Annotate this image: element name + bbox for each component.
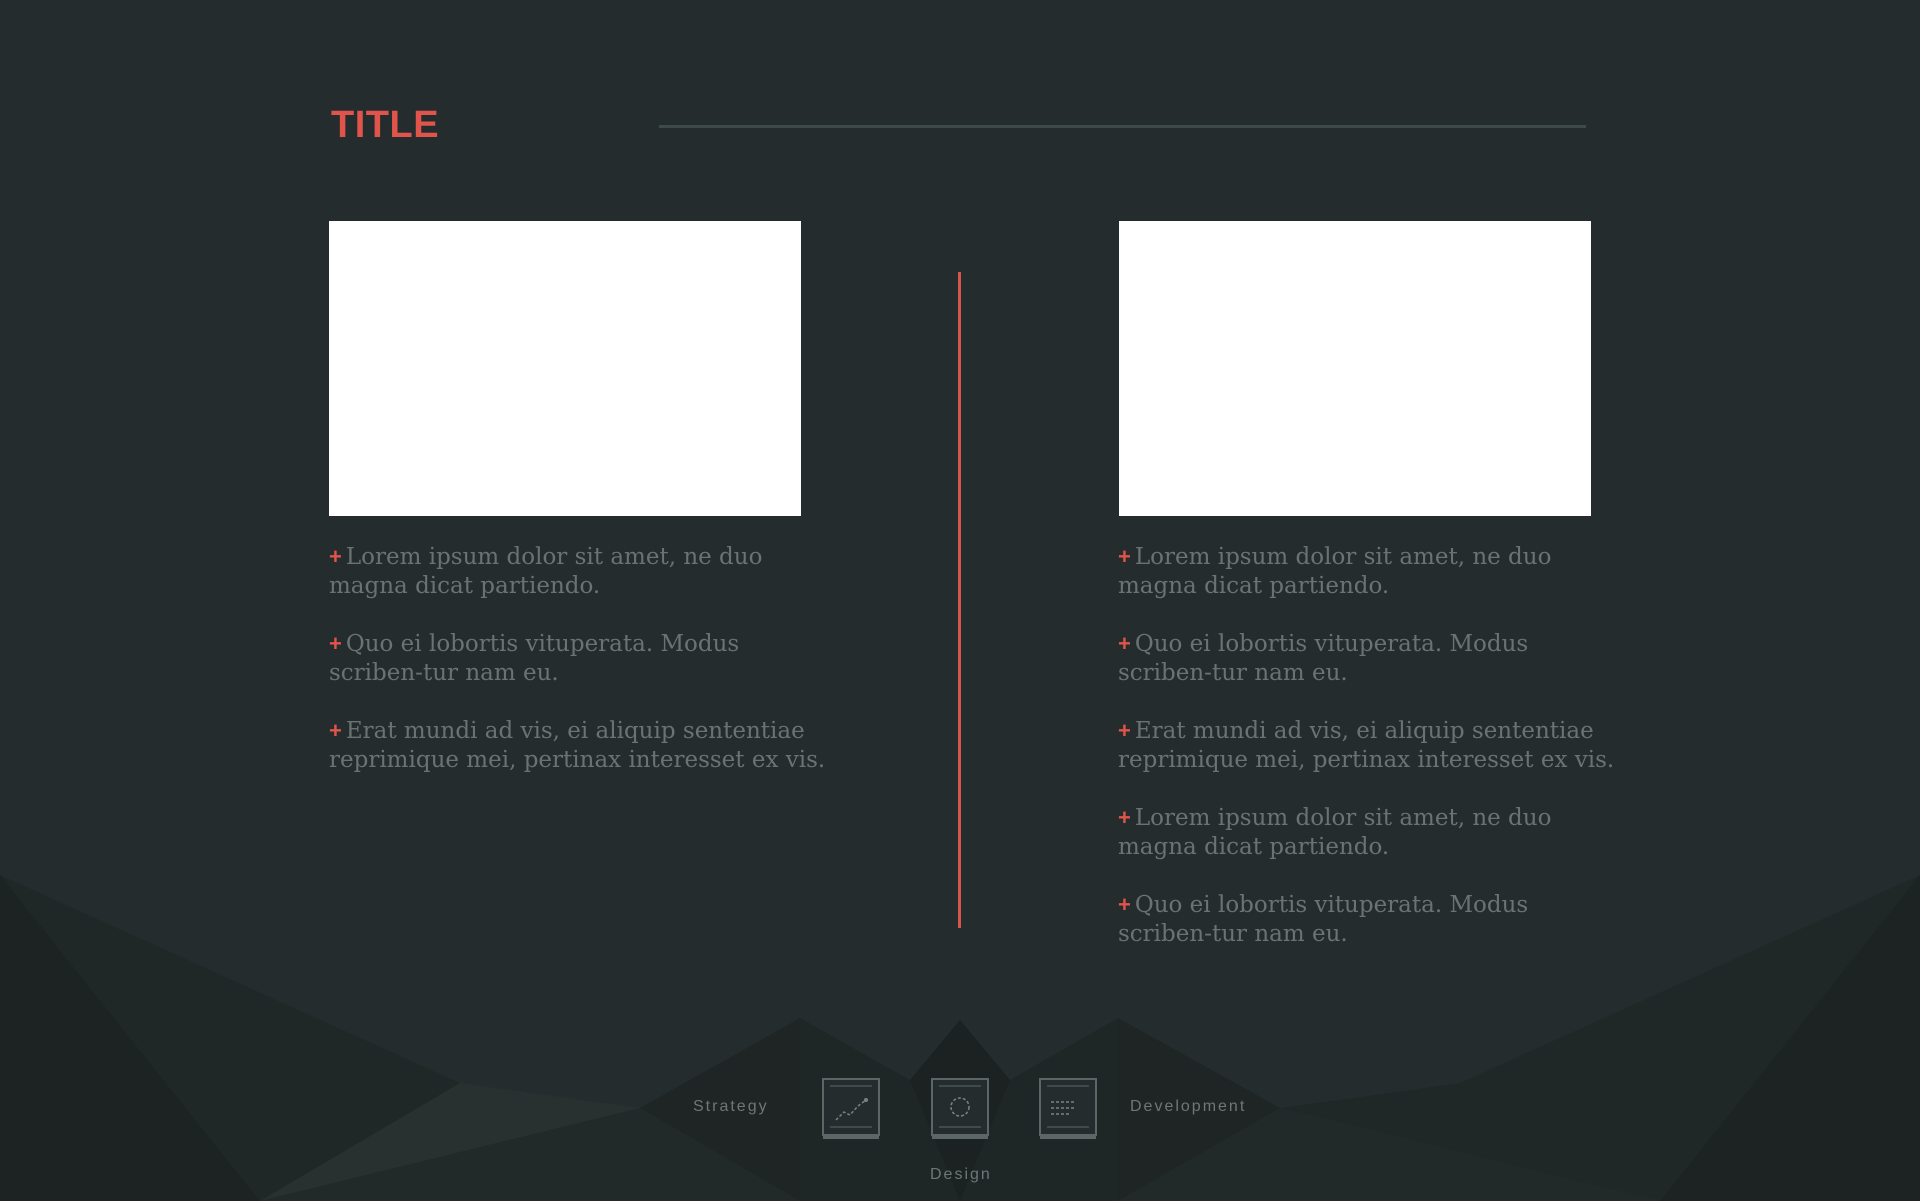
plus-icon: + xyxy=(1118,631,1131,656)
bullet-item xyxy=(1118,542,1618,601)
bullet-text: Quo ei lobortis vituperata. Modus scriben-tur nam eu. xyxy=(1118,892,1529,947)
list-lines-icon[interactable] xyxy=(1039,1078,1097,1140)
design-label: Design xyxy=(930,1166,992,1183)
bullet-item xyxy=(1118,629,1618,688)
bullet-text: Erat mundi ad vis, ei aliquip sententiae reprimique mei, pertinax interesset ex vis. xyxy=(1118,718,1615,773)
plus-icon: + xyxy=(329,718,342,743)
slide-title: TITLE xyxy=(331,104,440,146)
bullet-list-left xyxy=(329,542,829,803)
title-rule xyxy=(659,125,1586,128)
bullet-item xyxy=(329,716,829,775)
bullet-text: Quo ei lobortis vituperata. Modus scriben-tur nam eu. xyxy=(1118,631,1529,686)
plus-icon: + xyxy=(1118,544,1131,569)
strategy-label: Strategy xyxy=(693,1098,769,1115)
plus-icon: + xyxy=(1118,805,1131,830)
bullet-text: Erat mundi ad vis, ei aliquip sententiae reprimique mei, pertinax interesset ex vis. xyxy=(329,718,826,773)
image-placeholder-left[interactable] xyxy=(329,221,801,516)
bullet-item xyxy=(329,629,829,688)
bullet-text: Lorem ipsum dolor sit amet, ne duo magna dicat partiendo. xyxy=(1118,805,1552,860)
plus-icon: + xyxy=(329,544,342,569)
column-divider xyxy=(958,272,961,928)
bullet-item xyxy=(329,542,829,601)
bullet-text: Lorem ipsum dolor sit amet, ne duo magna dicat partiendo. xyxy=(329,544,763,599)
bullet-item xyxy=(1118,803,1618,862)
bullet-item xyxy=(1118,716,1618,775)
plus-icon: + xyxy=(329,631,342,656)
bullet-item xyxy=(1118,890,1618,949)
development-label: Development xyxy=(1130,1098,1247,1115)
bullet-text: Quo ei lobortis vituperata. Modus scriben-tur nam eu. xyxy=(329,631,740,686)
circle-target-icon[interactable] xyxy=(931,1078,989,1140)
plus-icon: + xyxy=(1118,718,1131,743)
chart-line-icon[interactable] xyxy=(822,1078,880,1140)
bullet-list-right xyxy=(1118,542,1618,977)
bullet-text: Lorem ipsum dolor sit amet, ne duo magna dicat partiendo. xyxy=(1118,544,1552,599)
plus-icon: + xyxy=(1118,892,1131,917)
image-placeholder-right[interactable] xyxy=(1119,221,1591,516)
